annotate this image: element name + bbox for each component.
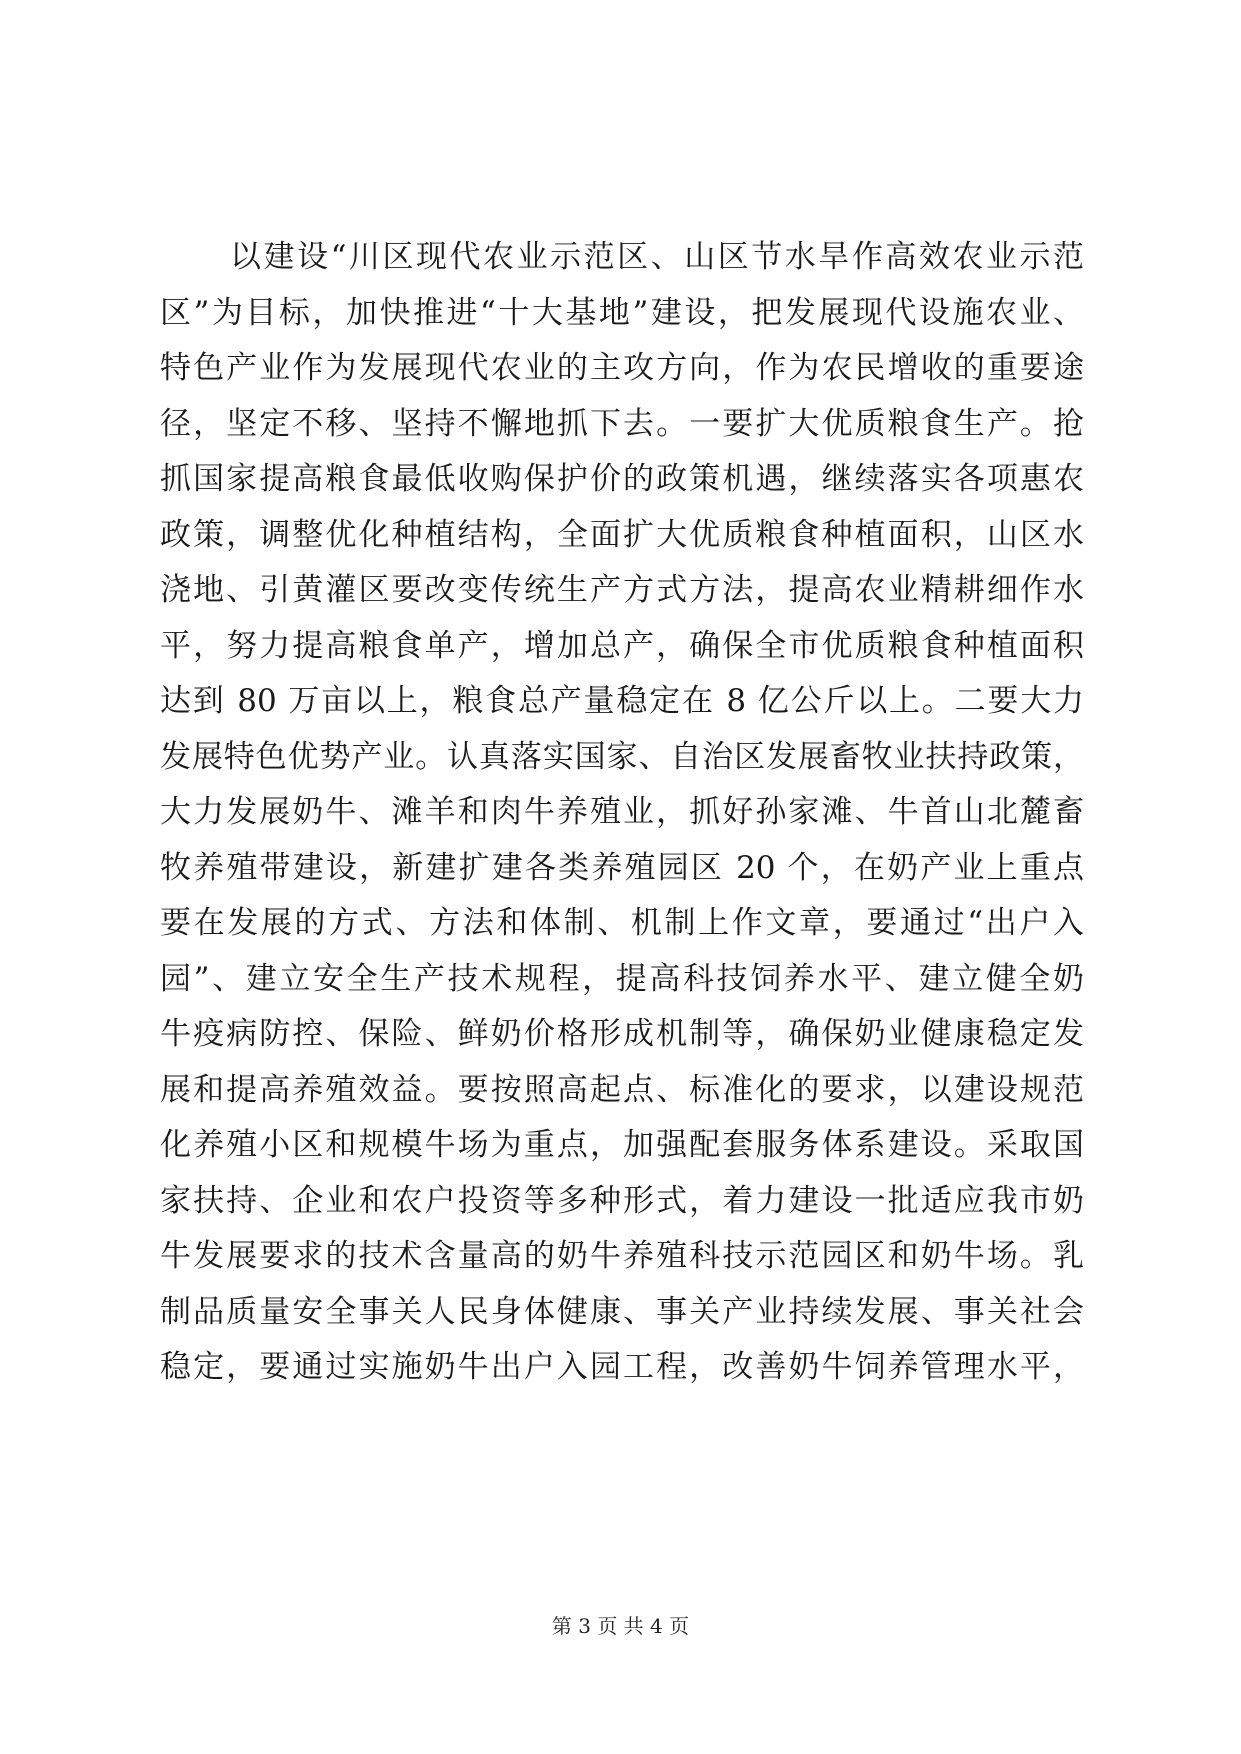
text-line: 稳定，要通过实施奶牛出户入园工程，改善奶牛饲养管理水平，: [160, 1349, 1084, 1385]
text-line: 牛发展要求的技术含量高的奶牛养殖科技示范园区和奶牛场。乳: [160, 1238, 1084, 1274]
text-line: 牧养殖带建设，新建扩建各类养殖园区 20 个，在奶产业上重点: [160, 849, 1084, 886]
text-line: 以建设“川区现代农业示范区、山区节水旱作高效农业示范: [230, 239, 1084, 275]
text-line: 特色产业作为发展现代农业的主攻方向，作为农民增收的重要途: [160, 350, 1084, 386]
page-number-footer: 第 3 页 共 4 页: [551, 1614, 690, 1638]
text-line: 区”为目标，加快推进“十大基地”建设，把发展现代设施农业、: [160, 294, 1084, 331]
text-line: 平，努力提高粮食单产，增加总产，确保全市优质粮食种植面积: [160, 627, 1084, 664]
text-line: 政策，调整优化种植结构，全面扩大优质粮食种植面积，山区水: [160, 516, 1084, 553]
text-line: 化养殖小区和规模牛场为重点，加强配套服务体系建设。采取国: [160, 1127, 1084, 1163]
text-line: 达到 80 万亩以上，粮食总产量稳定在 8 亿公斤以上。二要大力: [160, 683, 1084, 719]
text-line: 要在发展的方式、方法和体制、机制上作文章，要通过“出户入: [160, 905, 1084, 941]
text-line: 径，坚定不移、坚持不懈地抓下去。一要扩大优质粮食生产。抢: [160, 405, 1084, 442]
text-line: 家扶持、企业和农户投资等多种形式，着力建设一批适应我市奶: [160, 1182, 1084, 1219]
text-line: 浇地、引黄灌区要改变传统生产方式方法，提高农业精耕细作水: [160, 572, 1084, 608]
text-line: 制品质量安全事关人民身体健康、事关产业持续发展、事关社会: [160, 1293, 1084, 1330]
text-line: 牛疫病防控、保险、鲜奶价格形成机制等，确保奶业健康稳定发: [160, 1016, 1084, 1052]
body-paragraph: [160, 230, 1084, 1396]
text-line: 大力发展奶牛、滩羊和肉牛养殖业，抓好孙家滩、牛首山北麓畜: [160, 794, 1084, 830]
text-line: 发展特色优势产业。认真落实国家、自治区发展畜牧业扶持政策，: [160, 738, 1084, 775]
text-line: 展和提高养殖效益。要按照高起点、标准化的要求，以建设规范: [160, 1071, 1084, 1108]
text-line: 抓国家提高粮食最低收购保护价的政策机遇，继续落实各项惠农: [160, 461, 1084, 497]
text-line: 园”、建立安全生产技术规程，提高科技饲养水平、建立健全奶: [160, 960, 1084, 997]
